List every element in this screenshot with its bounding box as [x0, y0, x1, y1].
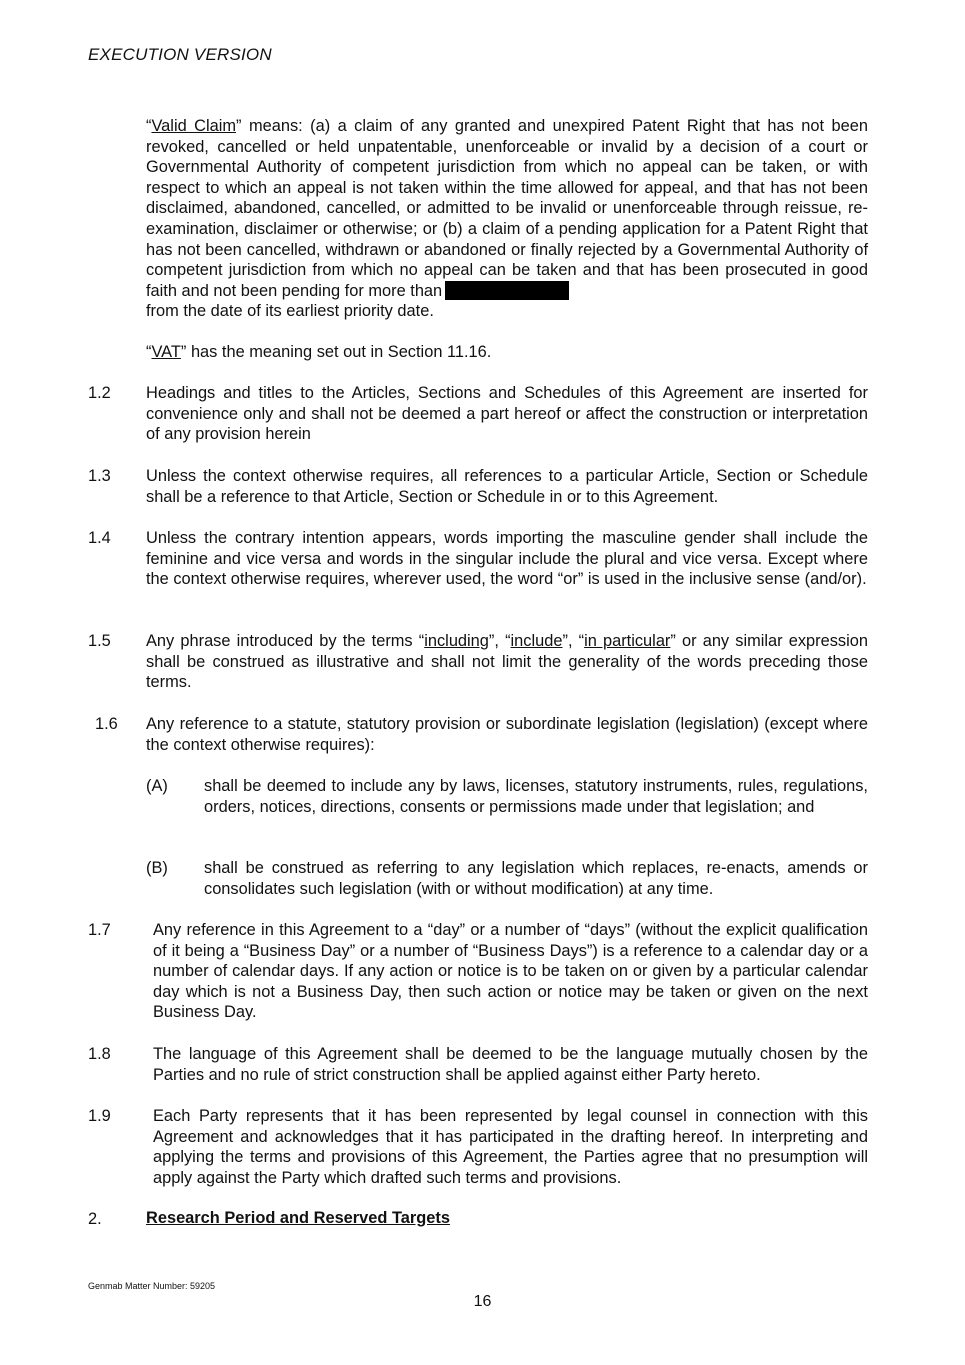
- subclause-b-text: shall be construed as referring to any legislation which replaces, re-enacts, amends or consolidates such legislation (with or without modification) at any time.: [204, 859, 868, 898]
- clause-1-6-text: Any reference to a statute, statutory provision or subordinate legislation (legislation) (except where the context otherwise requires):: [146, 715, 868, 754]
- subclause-a-text: shall be deemed to include any by laws, licenses, statutory instruments, rules, regulations, orders, notices, directions, consents or permissions made under that legislation; and: [204, 777, 868, 816]
- clause-number: 1.3: [88, 467, 111, 485]
- clause-1-4-text: Unless the contrary intention appears, words importing the masculine gender shall include the feminine and vice versa and words in the singular include the plural and vice versa. Except where the context otherwise requires, wherever used, the word “or” is used in the inclusive sense (and/or).: [146, 529, 868, 589]
- close-quote: ”: [236, 117, 242, 135]
- clause-number: 1.8: [88, 1045, 111, 1063]
- defined-term: VAT: [151, 343, 181, 361]
- subclause-label: (B): [146, 859, 168, 877]
- open-quote: “: [146, 343, 152, 361]
- clause-text-part: Any phrase introduced by the terms “: [146, 632, 425, 650]
- clause-number: 1.5: [88, 632, 111, 650]
- section-number: 2.: [88, 1210, 102, 1228]
- page-number: 16: [473, 1293, 492, 1310]
- clause-text-part: ”, “: [562, 632, 585, 650]
- definition-text: has the meaning set out in Section 11.16.: [186, 343, 492, 361]
- clause-1-7-text: Any reference in this Agreement to a “day” or a number of “days” (without the explicit qualification of it being a “Business Day” or a number of “Business Days”) is a reference to a calendar day or a number of calendar days. If any action or notice is to be taken on or given by a particular calendar day which is not a Business Day, then such action or notice may be taken or given on the next Business Day.: [153, 921, 868, 1022]
- clause-text-part: ”, “: [488, 632, 511, 650]
- clause-number: 1.2: [88, 384, 111, 402]
- clause-text-part: ” or any similar expression shall be construed as illustrative and shall not limit the generality of the words preceding those terms.: [146, 632, 868, 692]
- clause-1-8-text: The language of this Agreement shall be deemed to be the language mutually chosen by the Parties and no rule of strict construction shall be applied against either Party hereto.: [153, 1045, 868, 1084]
- definition-tail: from the date of its earliest priority date.: [146, 302, 434, 321]
- section-heading: Research Period and Reserved Targets: [146, 1209, 450, 1227]
- defined-term: include: [510, 632, 563, 650]
- clause-1-3-text: Unless the context otherwise requires, all references to a particular Article, Section or Schedule shall be a reference to that Article, Section or Schedule in or to this Agreement.: [146, 467, 868, 506]
- defined-term: including: [424, 632, 489, 650]
- clause-1-2-text: Headings and titles to the Articles, Sections and Schedules of this Agreement are inserted for convenience only and shall not be deemed a part hereof or affect the construction or interpretation of any provision herein: [146, 384, 868, 444]
- redaction-block: [445, 281, 569, 300]
- defined-term: Valid Claim: [151, 117, 237, 135]
- clause-1-5-text: [146, 631, 868, 693]
- definition-vat: [146, 342, 868, 363]
- clause-number: 1.7: [88, 921, 111, 939]
- definition-text: means: (a) a claim of any granted and unexpired Patent Right that has not been revoked, cancelled or held unpatentable, unenforceable or invalid by a decision of a court or Governmental Authority of competent jurisdiction from which no appeal can be taken, or with respect to which an appeal is not taken within the time allowed for appeal, and that has not been disclaimed, abandoned, cancelled, or admitted to be invalid or unenforceable through reissue, re-examination, disclaimer or otherwise; or (b) a claim of a pending application for a Patent Right that has not been cancelled, withdrawn or abandoned or finally rejected by a Governmental Authority of competent jurisdiction from which no appeal can be taken and that has been prosecuted in good faith and not been pending for more than: [146, 117, 868, 300]
- close-quote: ”: [180, 343, 187, 361]
- clause-number: 1.4: [88, 529, 111, 547]
- subclause-label: (A): [146, 777, 168, 795]
- open-quote: “: [146, 117, 152, 135]
- clause-number: 1.6: [95, 715, 118, 733]
- document-version-header: EXECUTION VERSION: [88, 45, 272, 64]
- clause-number: 1.9: [88, 1107, 111, 1125]
- definition-valid-claim: [146, 116, 868, 322]
- matter-number-footer: Genmab Matter Number: 59205: [88, 1281, 216, 1291]
- clause-1-9-text: Each Party represents that it has been represented by legal counsel in connection with this Agreement and acknowledges that it has participated in the drafting hereof. In interpreting and applying the terms and provisions of this Agreement, the Parties agree that no presumption will apply against the Party which drafted such terms and provisions.: [153, 1107, 868, 1187]
- defined-term: in particular: [584, 632, 671, 650]
